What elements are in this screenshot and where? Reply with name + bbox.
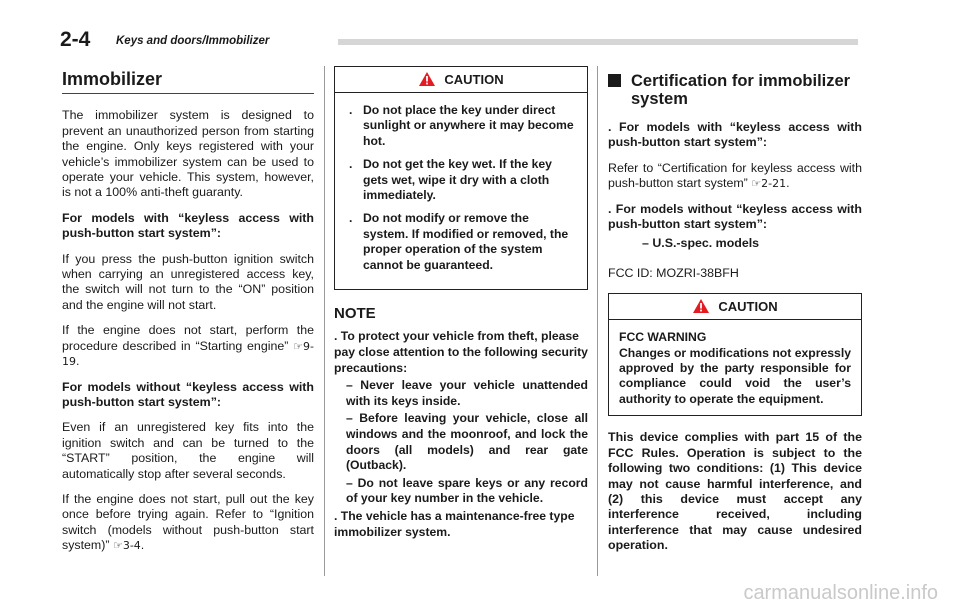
chapter-title: Keys and doors/Immobilizer — [116, 35, 270, 47]
fcc-id: FCC ID: MOZRI-38BFH — [608, 265, 739, 280]
caution-text: Do not place the key under direct sunlight or anywhere it may become hot. — [363, 103, 574, 148]
note-dash-item: – Before leaving your vehicle, close all windows and the moonroof, and lock the doors (all models) and rear gate (Outback). — [346, 411, 588, 473]
note-text: To protect your vehicle from theft, please pay close attention to the following security precautions: — [334, 329, 588, 375]
caution-body — [609, 320, 861, 415]
caution-label: CAUTION — [718, 299, 778, 315]
section-title: Immobilizer — [62, 72, 314, 94]
paragraph — [62, 323, 314, 369]
caution-header — [335, 67, 587, 93]
note-item — [334, 509, 588, 540]
header-bar — [338, 39, 858, 45]
paragraph — [62, 492, 314, 554]
note-title: NOTE — [334, 305, 376, 323]
caution-label: CAUTION — [444, 72, 504, 87]
paragraph-text: If the engine does not start, pull out the key once before trying again. Refer to “Ignition switch (models without push-button start system)” — [62, 491, 314, 553]
page-reference-link[interactable]: ☞2-21. — [751, 177, 790, 191]
subheading-text: For models with “keyless access with push-button start system”: — [608, 120, 862, 150]
column-divider — [324, 66, 325, 576]
warning-triangle-icon — [692, 297, 710, 323]
note-body — [334, 329, 588, 540]
note-dash-item: – Never leave your vehicle unattended with its keys inside. — [346, 378, 588, 408]
note-item — [334, 329, 588, 376]
page-reference-link[interactable]: ☞3-4. — [112, 539, 145, 553]
bullet-icon: . — [334, 329, 341, 344]
bullet-icon: . — [349, 103, 353, 117]
fcc-warning-title: FCC WARNING — [619, 330, 707, 345]
subheading — [608, 120, 862, 151]
fcc-warning-body: Changes or modifications not expressly approved by the party responsible for compliance could void the user’s authority to operate the equipment. — [619, 345, 851, 406]
caution-box — [608, 293, 862, 416]
sub-item: – U.S.-spec. models — [642, 236, 760, 251]
caution-item — [345, 211, 577, 273]
caution-box — [334, 66, 588, 290]
page-number: 2-4 — [60, 28, 91, 51]
bullet-icon: . — [608, 120, 619, 134]
right-column — [608, 66, 862, 564]
certification-title-text: Certification for immobilizer system — [631, 72, 851, 108]
left-column — [62, 66, 314, 564]
caution-item — [345, 157, 577, 203]
page-header — [60, 28, 860, 50]
subheading: For models without “keyless access with push-button start system”: — [62, 379, 314, 409]
subheading: For models with “keyless access with push-button start system”: — [62, 210, 314, 241]
paragraph: Even if an unregistered key fits into the ignition switch and can be turned to the “START” position, the engine will automatically stop after several seconds. — [62, 420, 314, 481]
caution-text: Do not modify or remove the system. If modified or removed, the proper operation of the system cannot be guaranteed. — [363, 211, 569, 272]
subheading — [608, 202, 862, 233]
compliance-statement: This device complies with part 15 of the FCC Rules. Operation is subject to the following two conditions: (1) This device may not cause harmful interference, and (2) this device must accept any interference received, including interference that may cause undesired operation. — [608, 430, 862, 553]
bullet-icon: . — [349, 211, 353, 226]
note-text: The vehicle has a maintenance-free type immobilizer system. — [334, 509, 575, 539]
paragraph: The immobilizer system is designed to prevent an unauthorized person from starting the engine. Only keys registered with your vehicle’s immobilizer system can be used to operate your vehicle. This system, however, is not a 100% anti-theft guaranty. — [62, 108, 314, 200]
bullet-icon: . — [608, 201, 616, 216]
caution-body — [335, 93, 587, 289]
bullet-icon: . — [349, 157, 353, 172]
warning-triangle-icon — [418, 70, 436, 96]
square-bullet-icon — [608, 74, 621, 87]
bullet-icon: . — [334, 509, 341, 523]
paragraph — [608, 161, 862, 192]
caution-item — [345, 103, 577, 149]
caution-header — [609, 294, 861, 320]
middle-column — [334, 66, 588, 542]
column-divider — [597, 66, 598, 576]
paragraph-text: If the engine does not start, perform the procedure described in “Starting engine” — [62, 323, 314, 353]
note-dash-item: – Do not leave spare keys or any record of your key number in the vehicle. — [346, 475, 588, 506]
caution-text: Do not get the key wet. If the key gets wet, wipe it dry with a cloth immediately. — [363, 157, 552, 203]
page-reference-link[interactable]: ☞9-19. — [62, 339, 314, 369]
watermark-text: carmanualsonline.info — [743, 582, 938, 604]
certification-title — [608, 72, 862, 108]
subheading-text: For models without “keyless access with push-button start system”: — [608, 201, 862, 232]
paragraph: If you press the push-button ignition switch when carrying an unregistered access key, the switch will not turn to the “ON” position and the engine will not start. — [62, 251, 314, 312]
paragraph-text: Refer to “Certification for keyless access with push-button start system” — [608, 160, 862, 191]
